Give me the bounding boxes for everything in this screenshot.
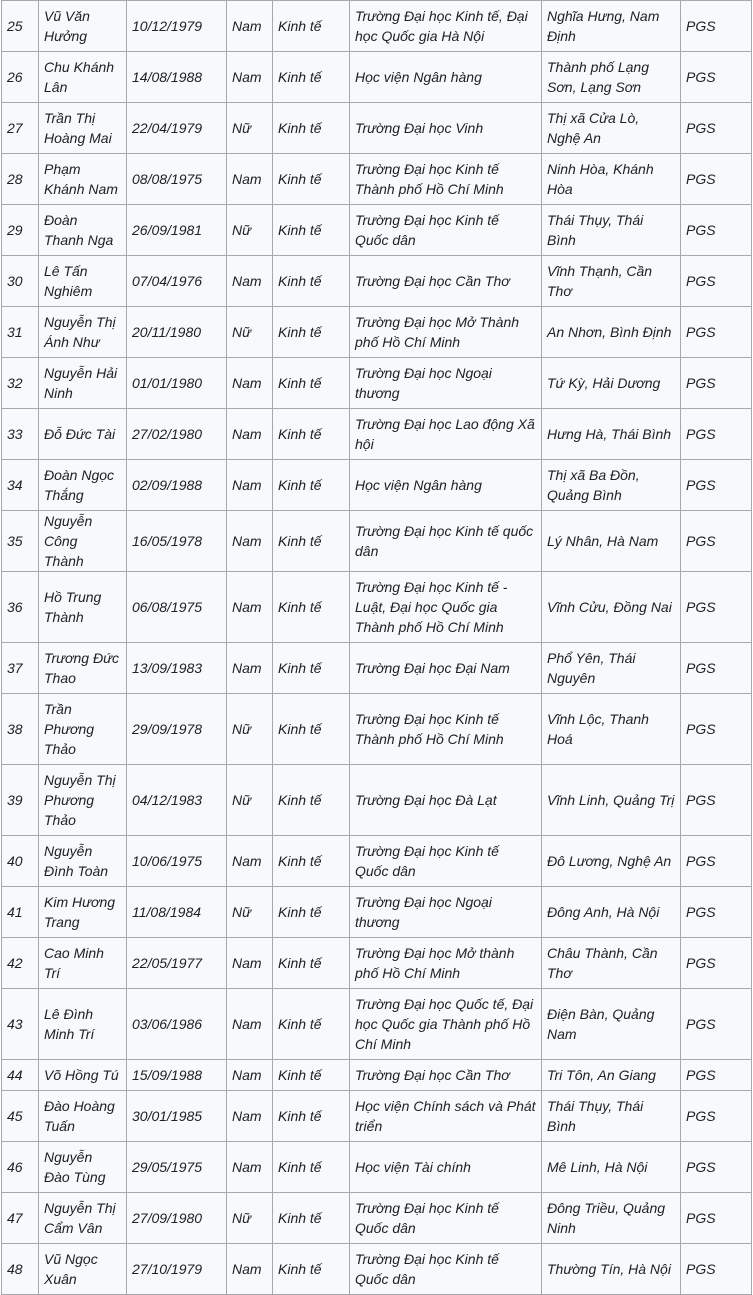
- cell-name: Đào Hoàng Tuấn: [39, 1091, 127, 1142]
- cell-name: Trần Thị Hoàng Mai: [39, 103, 127, 154]
- cell-hometown: An Nhơn, Bình Định: [542, 307, 681, 358]
- cell-index: 40: [2, 836, 39, 887]
- cell-name: Nguyễn Thị Phương Thảo: [39, 765, 127, 836]
- cell-hometown: Vĩnh Lộc, Thanh Hoá: [542, 694, 681, 765]
- cell-hometown: Hưng Hà, Thái Bình: [542, 409, 681, 460]
- cell-index: 47: [2, 1193, 39, 1244]
- cell-title: PGS: [681, 460, 752, 511]
- cell-name: Đoàn Ngọc Thắng: [39, 460, 127, 511]
- cell-field: Kinh tế: [273, 836, 350, 887]
- cell-gender: Nam: [227, 1060, 273, 1091]
- cell-birth-date: 15/09/1988: [127, 1060, 227, 1091]
- cell-index: 28: [2, 154, 39, 205]
- cell-hometown: Lý Nhân, Hà Nam: [542, 511, 681, 572]
- cell-title: PGS: [681, 307, 752, 358]
- cell-index: 27: [2, 103, 39, 154]
- cell-title: PGS: [681, 938, 752, 989]
- cell-birth-date: 26/09/1981: [127, 205, 227, 256]
- cell-birth-date: 16/05/1978: [127, 511, 227, 572]
- cell-birth-date: 10/06/1975: [127, 836, 227, 887]
- cell-institution: Trường Đại học Kinh tế Thành phố Hồ Chí Minh: [350, 154, 542, 205]
- cell-title: PGS: [681, 1091, 752, 1142]
- cell-index: 48: [2, 1244, 39, 1295]
- cell-field: Kinh tế: [273, 154, 350, 205]
- cell-field: Kinh tế: [273, 1244, 350, 1295]
- table-row: [2, 307, 752, 358]
- cell-title: PGS: [681, 643, 752, 694]
- cell-birth-date: 01/01/1980: [127, 358, 227, 409]
- cell-name: Vũ Ngọc Xuân: [39, 1244, 127, 1295]
- cell-name: Kim Hương Trang: [39, 887, 127, 938]
- table-row: [2, 460, 752, 511]
- cell-name: Đoàn Thanh Nga: [39, 205, 127, 256]
- cell-index: 32: [2, 358, 39, 409]
- cell-institution: Trường Đại học Ngoại thương: [350, 358, 542, 409]
- cell-gender: Nữ: [227, 694, 273, 765]
- cell-title: PGS: [681, 358, 752, 409]
- cell-birth-date: 27/10/1979: [127, 1244, 227, 1295]
- cell-birth-date: 13/09/1983: [127, 643, 227, 694]
- cell-gender: Nam: [227, 572, 273, 643]
- cell-field: Kinh tế: [273, 1091, 350, 1142]
- cell-name: Trần Phương Thảo: [39, 694, 127, 765]
- cell-hometown: Tứ Kỳ, Hải Dương: [542, 358, 681, 409]
- cell-title: PGS: [681, 836, 752, 887]
- table-row: [2, 511, 752, 572]
- cell-title: PGS: [681, 572, 752, 643]
- cell-hometown: Thái Thụy, Thái Bình: [542, 205, 681, 256]
- cell-hometown: Thị xã Cửa Lò, Nghệ An: [542, 103, 681, 154]
- cell-gender: Nam: [227, 989, 273, 1060]
- cell-institution: Trường Đại học Cần Thơ: [350, 256, 542, 307]
- cell-field: Kinh tế: [273, 1, 350, 52]
- table-row: [2, 52, 752, 103]
- cell-name: Nguyễn Công Thành: [39, 511, 127, 572]
- professors-table: [1, 0, 752, 1295]
- cell-name: Nguyễn Đình Toàn: [39, 836, 127, 887]
- cell-index: 37: [2, 643, 39, 694]
- cell-name: Chu Khánh Lân: [39, 52, 127, 103]
- cell-name: Nguyễn Đào Tùng: [39, 1142, 127, 1193]
- cell-name: Nguyễn Hải Ninh: [39, 358, 127, 409]
- cell-title: PGS: [681, 694, 752, 765]
- cell-index: 45: [2, 1091, 39, 1142]
- cell-title: PGS: [681, 1, 752, 52]
- cell-index: 29: [2, 205, 39, 256]
- cell-field: Kinh tế: [273, 643, 350, 694]
- cell-name: Cao Minh Trí: [39, 938, 127, 989]
- cell-institution: Trường Đại học Kinh tế Quốc dân: [350, 1244, 542, 1295]
- cell-field: Kinh tế: [273, 989, 350, 1060]
- cell-institution: Trường Đại học Đà Lạt: [350, 765, 542, 836]
- cell-field: Kinh tế: [273, 511, 350, 572]
- table-row: [2, 938, 752, 989]
- cell-index: 30: [2, 256, 39, 307]
- cell-hometown: Đô Lương, Nghệ An: [542, 836, 681, 887]
- cell-field: Kinh tế: [273, 205, 350, 256]
- cell-hometown: Vĩnh Thạnh, Cần Thơ: [542, 256, 681, 307]
- cell-index: 42: [2, 938, 39, 989]
- cell-birth-date: 07/04/1976: [127, 256, 227, 307]
- table-row: [2, 836, 752, 887]
- table-row: [2, 205, 752, 256]
- cell-gender: Nam: [227, 1, 273, 52]
- cell-institution: Học viện Tài chính: [350, 1142, 542, 1193]
- table-row: [2, 154, 752, 205]
- cell-institution: Trường Đại học Kinh tế - Luật, Đại học Quốc gia Thành phố Hồ Chí Minh: [350, 572, 542, 643]
- cell-title: PGS: [681, 1193, 752, 1244]
- cell-institution: Trường Đại học Kinh tế Thành phố Hồ Chí Minh: [350, 694, 542, 765]
- cell-title: PGS: [681, 409, 752, 460]
- cell-index: 44: [2, 1060, 39, 1091]
- cell-birth-date: 29/05/1975: [127, 1142, 227, 1193]
- cell-institution: Trường Đại học Mở Thành phố Hồ Chí Minh: [350, 307, 542, 358]
- cell-gender: Nam: [227, 460, 273, 511]
- cell-name: Nguyễn Thị Cẩm Vân: [39, 1193, 127, 1244]
- cell-index: 25: [2, 1, 39, 52]
- table-row: [2, 887, 752, 938]
- cell-title: PGS: [681, 256, 752, 307]
- cell-name: Vũ Văn Hưởng: [39, 1, 127, 52]
- cell-birth-date: 29/09/1978: [127, 694, 227, 765]
- cell-birth-date: 27/09/1980: [127, 1193, 227, 1244]
- cell-name: Hồ Trung Thành: [39, 572, 127, 643]
- cell-hometown: Phổ Yên, Thái Nguyên: [542, 643, 681, 694]
- table-row: [2, 1244, 752, 1295]
- cell-field: Kinh tế: [273, 765, 350, 836]
- cell-birth-date: 02/09/1988: [127, 460, 227, 511]
- cell-field: Kinh tế: [273, 409, 350, 460]
- cell-field: Kinh tế: [273, 52, 350, 103]
- cell-title: PGS: [681, 154, 752, 205]
- cell-birth-date: 20/11/1980: [127, 307, 227, 358]
- cell-index: 39: [2, 765, 39, 836]
- cell-institution: Trường Đại học Ngoại thương: [350, 887, 542, 938]
- cell-index: 41: [2, 887, 39, 938]
- cell-title: PGS: [681, 52, 752, 103]
- cell-title: PGS: [681, 1142, 752, 1193]
- cell-gender: Nam: [227, 938, 273, 989]
- table-row: [2, 765, 752, 836]
- cell-institution: Trường Đại học Kinh tế, Đại học Quốc gia Hà Nội: [350, 1, 542, 52]
- cell-title: PGS: [681, 765, 752, 836]
- table-row: [2, 1193, 752, 1244]
- cell-gender: Nam: [227, 409, 273, 460]
- cell-name: Lê Đình Minh Trí: [39, 989, 127, 1060]
- table-row: [2, 1091, 752, 1142]
- cell-birth-date: 06/08/1975: [127, 572, 227, 643]
- cell-hometown: Nghĩa Hưng, Nam Định: [542, 1, 681, 52]
- cell-field: Kinh tế: [273, 358, 350, 409]
- cell-field: Kinh tế: [273, 1142, 350, 1193]
- table-body: [2, 1, 752, 1295]
- cell-index: 34: [2, 460, 39, 511]
- table-row: [2, 694, 752, 765]
- cell-institution: Trường Đại học Cần Thơ: [350, 1060, 542, 1091]
- cell-hometown: Điện Bàn, Quảng Nam: [542, 989, 681, 1060]
- cell-field: Kinh tế: [273, 256, 350, 307]
- cell-birth-date: 04/12/1983: [127, 765, 227, 836]
- table-row: [2, 1142, 752, 1193]
- cell-gender: Nữ: [227, 103, 273, 154]
- cell-gender: Nam: [227, 256, 273, 307]
- cell-gender: Nữ: [227, 307, 273, 358]
- cell-gender: Nam: [227, 511, 273, 572]
- cell-field: Kinh tế: [273, 460, 350, 511]
- cell-hometown: Thường Tín, Hà Nội: [542, 1244, 681, 1295]
- cell-hometown: Thị xã Ba Đồn, Quảng Bình: [542, 460, 681, 511]
- cell-birth-date: 03/06/1986: [127, 989, 227, 1060]
- cell-institution: Học viện Chính sách và Phát triển: [350, 1091, 542, 1142]
- cell-hometown: Tri Tôn, An Giang: [542, 1060, 681, 1091]
- cell-birth-date: 30/01/1985: [127, 1091, 227, 1142]
- cell-name: Phạm Khánh Nam: [39, 154, 127, 205]
- cell-title: PGS: [681, 205, 752, 256]
- table-row: [2, 1, 752, 52]
- cell-hometown: Đông Triều, Quảng Ninh: [542, 1193, 681, 1244]
- cell-birth-date: 22/05/1977: [127, 938, 227, 989]
- table-row: [2, 358, 752, 409]
- table-row: [2, 989, 752, 1060]
- cell-institution: Trường Đại học Vinh: [350, 103, 542, 154]
- cell-gender: Nam: [227, 643, 273, 694]
- cell-field: Kinh tế: [273, 103, 350, 154]
- cell-gender: Nam: [227, 1142, 273, 1193]
- cell-gender: Nữ: [227, 765, 273, 836]
- cell-index: 36: [2, 572, 39, 643]
- cell-gender: Nam: [227, 1244, 273, 1295]
- cell-institution: Trường Đại học Mở thành phố Hồ Chí Minh: [350, 938, 542, 989]
- cell-name: Lê Tấn Nghiêm: [39, 256, 127, 307]
- cell-birth-date: 10/12/1979: [127, 1, 227, 52]
- cell-title: PGS: [681, 511, 752, 572]
- cell-hometown: Ninh Hòa, Khánh Hòa: [542, 154, 681, 205]
- table-row: [2, 409, 752, 460]
- cell-birth-date: 14/08/1988: [127, 52, 227, 103]
- cell-hometown: Vĩnh Cửu, Đồng Nai: [542, 572, 681, 643]
- cell-title: PGS: [681, 887, 752, 938]
- cell-index: 33: [2, 409, 39, 460]
- cell-institution: Học viện Ngân hàng: [350, 460, 542, 511]
- cell-field: Kinh tế: [273, 1193, 350, 1244]
- cell-name: Võ Hồng Tú: [39, 1060, 127, 1091]
- cell-institution: Trường Đại học Kinh tế Quốc dân: [350, 1193, 542, 1244]
- cell-name: Đỗ Đức Tài: [39, 409, 127, 460]
- cell-title: PGS: [681, 1060, 752, 1091]
- cell-gender: Nam: [227, 836, 273, 887]
- cell-institution: Trường Đại học Lao động Xã hội: [350, 409, 542, 460]
- table-row: [2, 1060, 752, 1091]
- cell-index: 46: [2, 1142, 39, 1193]
- cell-index: 26: [2, 52, 39, 103]
- cell-birth-date: 22/04/1979: [127, 103, 227, 154]
- table-row: [2, 643, 752, 694]
- cell-gender: Nữ: [227, 887, 273, 938]
- cell-institution: Trường Đại học Đại Nam: [350, 643, 542, 694]
- cell-institution: Trường Đại học Quốc tế, Đại học Quốc gia Thành phố Hồ Chí Minh: [350, 989, 542, 1060]
- cell-field: Kinh tế: [273, 694, 350, 765]
- table-row: [2, 572, 752, 643]
- cell-birth-date: 11/08/1984: [127, 887, 227, 938]
- cell-gender: Nữ: [227, 205, 273, 256]
- cell-index: 38: [2, 694, 39, 765]
- cell-gender: Nam: [227, 154, 273, 205]
- cell-title: PGS: [681, 103, 752, 154]
- cell-title: PGS: [681, 1244, 752, 1295]
- cell-index: 43: [2, 989, 39, 1060]
- cell-birth-date: 27/02/1980: [127, 409, 227, 460]
- cell-field: Kinh tế: [273, 307, 350, 358]
- cell-institution: Trường Đại học Kinh tế Quốc dân: [350, 836, 542, 887]
- cell-field: Kinh tế: [273, 1060, 350, 1091]
- cell-name: Trương Đức Thao: [39, 643, 127, 694]
- cell-gender: Nam: [227, 1091, 273, 1142]
- cell-birth-date: 08/08/1975: [127, 154, 227, 205]
- cell-gender: Nam: [227, 358, 273, 409]
- cell-index: 31: [2, 307, 39, 358]
- cell-field: Kinh tế: [273, 887, 350, 938]
- cell-gender: Nữ: [227, 1193, 273, 1244]
- cell-name: Nguyễn Thị Ánh Như: [39, 307, 127, 358]
- cell-hometown: Châu Thành, Cần Thơ: [542, 938, 681, 989]
- cell-field: Kinh tế: [273, 572, 350, 643]
- cell-hometown: Mê Linh, Hà Nội: [542, 1142, 681, 1193]
- table-row: [2, 256, 752, 307]
- cell-title: PGS: [681, 989, 752, 1060]
- cell-institution: Học viện Ngân hàng: [350, 52, 542, 103]
- cell-institution: Trường Đại học Kinh tế Quốc dân: [350, 205, 542, 256]
- cell-hometown: Vĩnh Linh, Quảng Trị: [542, 765, 681, 836]
- cell-hometown: Thái Thụy, Thái Bình: [542, 1091, 681, 1142]
- cell-institution: Trường Đại học Kinh tế quốc dân: [350, 511, 542, 572]
- cell-field: Kinh tế: [273, 938, 350, 989]
- cell-gender: Nam: [227, 52, 273, 103]
- table-row: [2, 103, 752, 154]
- cell-index: 35: [2, 511, 39, 572]
- cell-hometown: Đông Anh, Hà Nội: [542, 887, 681, 938]
- cell-hometown: Thành phố Lạng Sơn, Lạng Sơn: [542, 52, 681, 103]
